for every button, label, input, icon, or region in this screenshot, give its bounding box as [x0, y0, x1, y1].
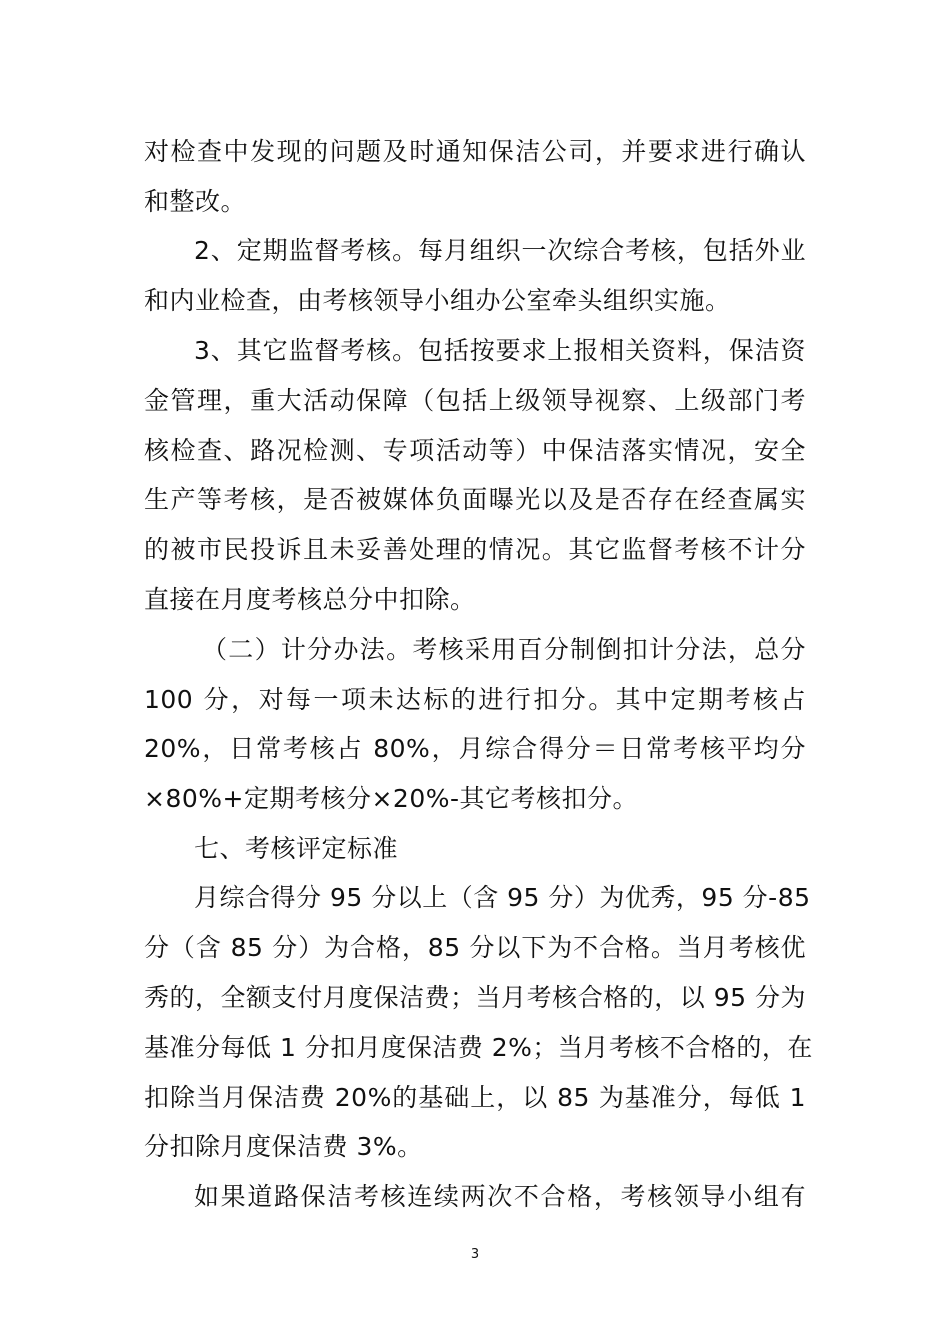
text-line: 直接在月度考核总分中扣除。: [144, 585, 476, 614]
text-line: 金管理，重大活动保障（包括上级领导视察、上级部门考: [144, 386, 806, 415]
text-line: 20%，日常考核占 80%，月综合得分＝日常考核平均分: [144, 734, 806, 763]
text-line: 核检查、路况检测、专项活动等）中保洁落实情况，安全: [144, 436, 806, 465]
text-line: 的被市民投诉且未妥善处理的情况。其它监督考核不计分: [144, 535, 806, 564]
text-line: 分（含 85 分）为合格，85 分以下为不合格。当月考核优: [144, 933, 806, 962]
text-line: ×80%+定期考核分×20%-其它考核扣分。: [144, 784, 638, 813]
text-line: （二）计分办法。考核采用百分制倒扣计分法，总分: [202, 635, 806, 664]
page-number: 3: [470, 1247, 480, 1262]
text-line: 对检查中发现的问题及时通知保洁公司，并要求进行确认: [144, 137, 806, 166]
text-line: 和整改。: [144, 187, 247, 216]
text-line: 如果道路保洁考核连续两次不合格，考核领导小组有: [194, 1182, 806, 1211]
text-line: 扣除当月保洁费 20%的基础上，以 85 为基准分，每低 1: [144, 1083, 806, 1112]
text-line: 100 分，对每一项未达标的进行扣分。其中定期考核占: [144, 685, 806, 714]
text-line: 秀的，全额支付月度保洁费；当月考核合格的，以 95 分为: [144, 983, 806, 1012]
text-line: 3、其它监督考核。包括按要求上报相关资料，保洁资: [194, 336, 806, 365]
text-line: 和内业检查，由考核领导小组办公室牵头组织实施。: [144, 286, 731, 315]
text-line: 生产等考核，是否被媒体负面曝光以及是否存在经查属实: [144, 485, 806, 514]
text-line: 月综合得分 95 分以上（含 95 分）为优秀，95 分-85: [194, 883, 811, 912]
text-line: 分扣除月度保洁费 3%。: [144, 1132, 423, 1161]
text-line: 2、定期监督考核。每月组织一次综合考核，包括外业: [194, 236, 806, 265]
section-heading: 七、考核评定标准: [194, 834, 399, 863]
text-line: 基准分每低 1 分扣月度保洁费 2%；当月考核不合格的，在: [144, 1033, 813, 1062]
